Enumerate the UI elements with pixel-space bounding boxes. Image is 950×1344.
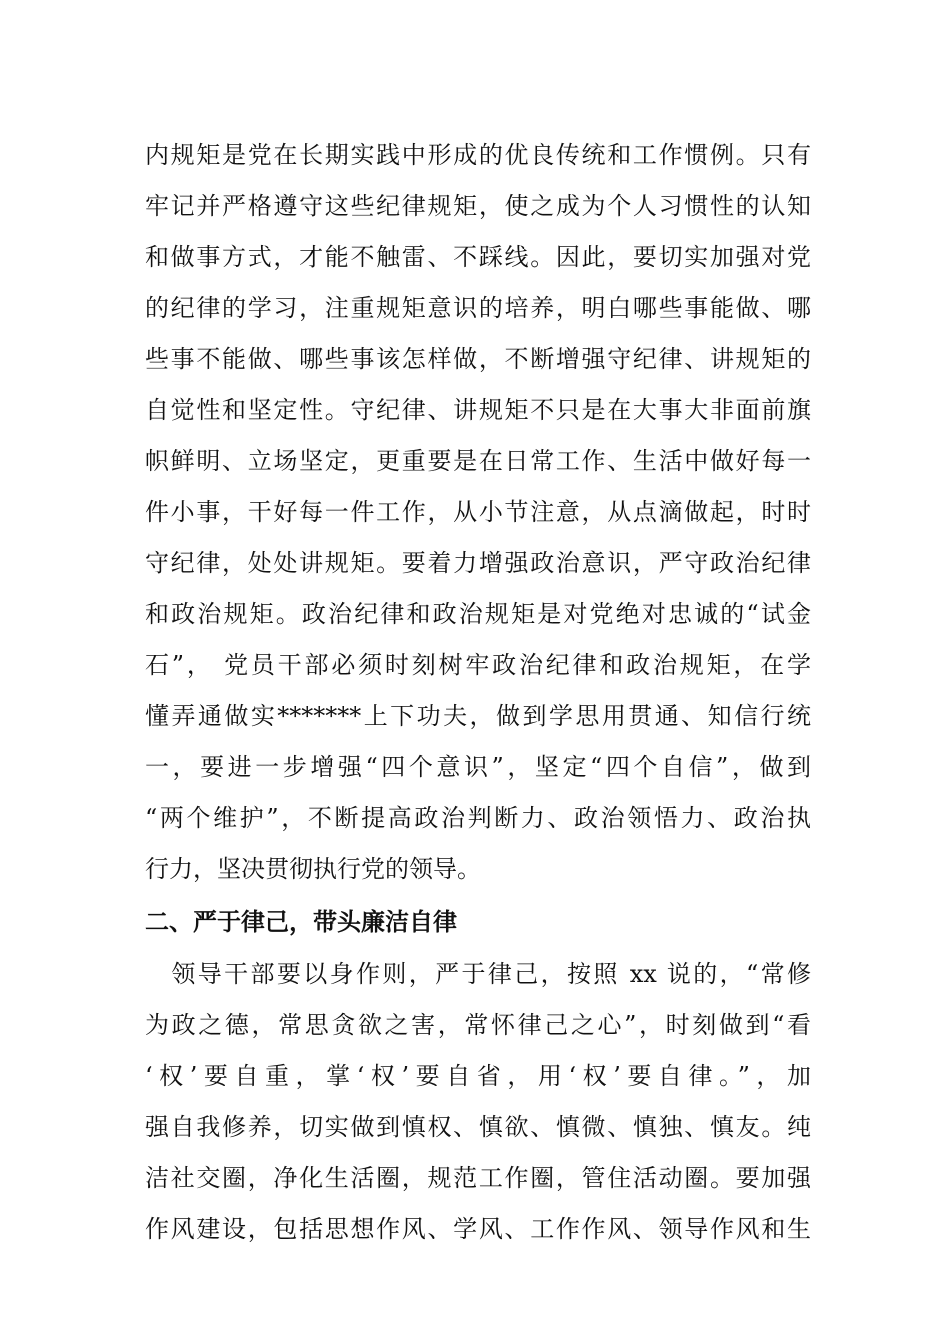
paragraph-line: ‘权’要自重，掌‘权’要自省，用‘权’要自律。”，加 xyxy=(145,1062,811,1090)
paragraph-line: 和政治规矩。政治纪律和政治规矩是对党绝对忠诚的“试金 xyxy=(145,600,811,628)
paragraph-line: 领导干部要以身作则，严于律己，按照 xx 说的，“常修 xyxy=(145,960,811,988)
paragraph-line: 和做事方式，才能不触雷、不踩线。因此，要切实加强对党 xyxy=(145,243,811,271)
paragraph-line: 懂弄通做实*******上下功夫，做到学思用贯通、知信行统 xyxy=(145,702,811,730)
paragraph-line: 件小事，干好每一件工作，从小节注意，从点滴做起，时时 xyxy=(145,498,811,526)
paragraph-line: 为政之德，常思贪欲之害，常怀律己之心”，时刻做到“看 xyxy=(145,1011,811,1039)
paragraph-line: 石”， 党员干部必须时刻树牢政治纪律和政治规矩，在学 xyxy=(145,651,811,679)
paragraph-line: “两个维护”，不断提高政治判断力、政治领悟力、政治执 xyxy=(145,804,811,832)
paragraph-line: 作风建设，包括思想作风、学风、工作作风、领导作风和生 xyxy=(145,1215,811,1243)
paragraph-line: 帜鲜明、立场坚定，更重要是在日常工作、生活中做好每一 xyxy=(145,447,811,475)
paragraph-line: 洁社交圈，净化生活圈，规范工作圈，管住活动圈。要加强 xyxy=(145,1164,811,1192)
section-heading: 二、严于律己，带头廉洁自律 xyxy=(145,908,457,936)
paragraph-line: 牢记并严格遵守这些纪律规矩，使之成为个人习惯性的认知 xyxy=(145,192,811,220)
document-body xyxy=(145,130,811,1255)
paragraph-line: 行力，坚决贯彻执行党的领导。 xyxy=(145,855,481,883)
paragraph-line: 内规矩是党在长期实践中形成的优良传统和工作惯例。只有 xyxy=(145,141,811,169)
paragraph-line: 一，要进一步增强“四个意识”，坚定“四个自信”，做到 xyxy=(145,753,811,781)
paragraph-line: 些事不能做、哪些事该怎样做，不断增强守纪律、讲规矩的 xyxy=(145,345,811,373)
paragraph-line: 自觉性和坚定性。守纪律、讲规矩不只是在大事大非面前旗 xyxy=(145,396,811,424)
paragraph-line: 强自我修养，切实做到慎权、慎欲、慎微、慎独、慎友。纯 xyxy=(145,1113,811,1141)
paragraph-line: 的纪律的学习，注重规矩意识的培养，明白哪些事能做、哪 xyxy=(145,294,811,322)
paragraph-line: 守纪律，处处讲规矩。要着力增强政治意识，严守政治纪律 xyxy=(145,549,811,577)
